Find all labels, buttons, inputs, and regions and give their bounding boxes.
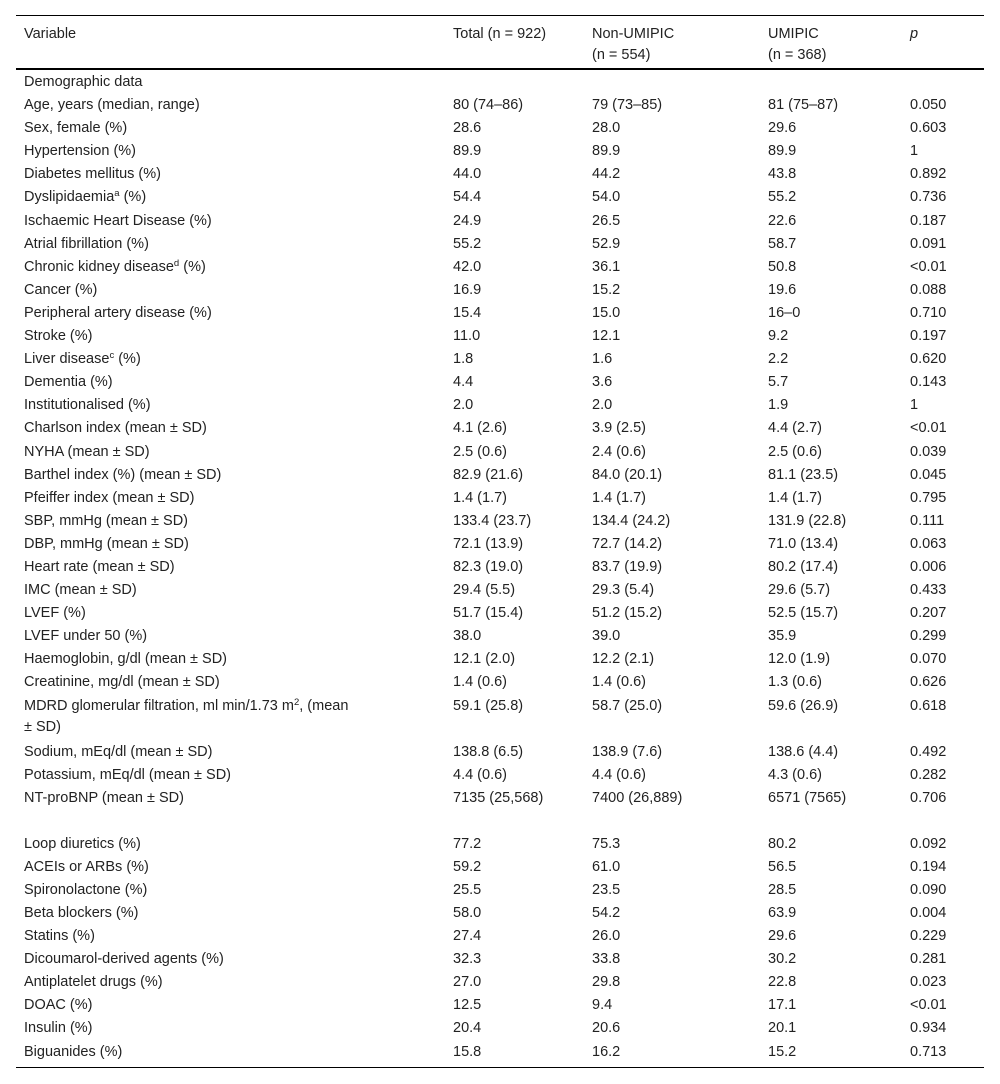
cell-total: 133.4 (23.7)	[453, 512, 532, 529]
table-header	[16, 16, 984, 70]
cell-total: 138.8 (6.5)	[453, 743, 524, 760]
cell-umipic: 17.1	[768, 997, 797, 1014]
table-body	[16, 93, 984, 1063]
footnote-marker: a	[114, 188, 120, 200]
cell-p-value: 0.194	[910, 858, 947, 875]
cell-umipic: 29.6	[768, 120, 797, 137]
cell-p-value: 0.492	[910, 743, 947, 760]
cell-variable: Sodium, mEq/dl (mean ± SD)	[24, 743, 213, 760]
cell-variable: Stroke (%)	[24, 328, 93, 345]
cell-variable: Diabetes mellitus (%)	[24, 166, 161, 183]
cell-total: 2.5 (0.6)	[453, 443, 507, 460]
cell-variable: Beta blockers (%)	[24, 905, 139, 921]
cell-p-value: 0.736	[910, 189, 947, 206]
cell-total: 1.8	[453, 351, 474, 368]
cell-umipic: 22.8	[768, 974, 797, 991]
cell-umipic: 131.9 (22.8)	[768, 512, 847, 529]
cell-umipic: 80.2	[768, 835, 797, 852]
table-row	[16, 647, 984, 670]
cell-total: 72.1 (13.9)	[453, 535, 524, 552]
table-row	[16, 786, 984, 832]
cell-non-umipic: 61.0	[592, 858, 621, 875]
cell-non-umipic: 2.4 (0.6)	[592, 443, 646, 460]
cell-variable: Barthel index (%) (mean ± SD)	[24, 466, 222, 483]
footnote-marker: 2	[293, 696, 300, 708]
cell-non-umipic: 26.5	[592, 212, 621, 229]
cell-p-value: 0.045	[910, 466, 947, 483]
cell-total: 4.4	[453, 374, 474, 391]
cell-non-umipic: 33.8	[592, 951, 621, 968]
cell-non-umipic: 51.2 (15.2)	[592, 605, 663, 622]
table-row	[16, 993, 984, 1016]
cell-p-value: 0.282	[910, 766, 947, 783]
cell-non-umipic: 39.0	[592, 628, 621, 645]
cell-variable: ACEIs or ARBs (%)	[24, 858, 149, 875]
cell-variable: Pfeiffer index (mean ± SD)	[24, 489, 195, 506]
cell-p-value: 0.281	[910, 951, 947, 968]
cell-non-umipic: 28.0	[592, 120, 621, 137]
table-row	[16, 162, 984, 185]
cell-variable: Dyslipidaemia$^a$ (%)	[24, 188, 147, 206]
cell-total: 20.4	[453, 1020, 482, 1037]
cell-umipic: 50.8	[768, 258, 797, 275]
cell-non-umipic: 44.2	[592, 166, 621, 183]
cell-p-value: 0.795	[910, 489, 947, 506]
footnote-marker: d	[173, 257, 180, 269]
cell-umipic: 1.9	[768, 397, 789, 414]
table-row	[16, 509, 984, 532]
cell-total: 59.1 (25.8)	[453, 697, 524, 714]
cell-total: 51.7 (15.4)	[453, 605, 524, 622]
cell-non-umipic: 79 (73–85)	[592, 97, 663, 114]
cell-p-value: 0.626	[910, 674, 947, 691]
cell-total: 4.1 (2.6)	[453, 420, 507, 437]
cell-non-umipic: 12.2 (2.1)	[592, 651, 655, 668]
section-title: Demographic data	[24, 74, 143, 90]
cell-non-umipic: 3.9 (2.5)	[592, 420, 646, 437]
cell-variable: IMC (mean ± SD)	[24, 582, 137, 599]
cell-p-value: 0.088	[910, 281, 947, 298]
cell-variable: Peripheral artery disease (%)	[24, 304, 212, 321]
cell-total: 29.4 (5.5)	[453, 582, 516, 599]
cell-non-umipic: 1.4 (1.7)	[592, 489, 646, 506]
cell-variable: Liver disease$^c$ (%)	[24, 350, 141, 368]
cell-total: 59.2	[453, 858, 482, 875]
cell-total: 58.0	[453, 905, 482, 921]
cell-total: 4.4 (0.6)	[453, 766, 507, 783]
cell-variable: NT-proBNP (mean ± SD)	[24, 789, 184, 806]
cell-variable: Hypertension (%)	[24, 143, 137, 160]
cell-total: 80 (74–86)	[453, 97, 524, 114]
cell-total: 15.8	[453, 1043, 482, 1060]
cell-umipic: 81.1 (23.5)	[768, 466, 839, 483]
cell-p-value: 0.111	[910, 512, 945, 529]
cell-non-umipic: 54.2	[592, 905, 621, 921]
cell-non-umipic: 15.0	[592, 304, 621, 321]
cell-variable: Institutionalised (%)	[24, 397, 151, 414]
cell-p-value: 0.713	[910, 1043, 947, 1060]
cell-umipic: 20.1	[768, 1020, 797, 1037]
cell-non-umipic: 72.7 (14.2)	[592, 535, 663, 552]
cell-non-umipic: 84.0 (20.1)	[592, 466, 663, 483]
cell-total: 15.4	[453, 304, 482, 321]
cell-non-umipic: 1.4 (0.6)	[592, 674, 646, 691]
cell-non-umipic: 54.0	[592, 189, 621, 206]
cell-non-umipic: 1.6	[592, 351, 613, 368]
cell-total: 54.4	[453, 189, 482, 206]
cell-variable: Sex, female (%)	[24, 120, 128, 137]
cell-non-umipic: 36.1	[592, 258, 621, 275]
table-row	[16, 93, 984, 116]
table-row	[16, 416, 984, 439]
cell-total: 1.4 (0.6)	[453, 674, 507, 691]
cell-p-value: 0.197	[910, 328, 947, 345]
cell-umipic: 43.8	[768, 166, 797, 183]
cell-total: 38.0	[453, 628, 482, 645]
table-row	[16, 486, 984, 509]
cell-umipic: 4.4 (2.7)	[768, 420, 822, 437]
table-row	[16, 832, 984, 855]
cell-p-value: 0.618	[910, 697, 947, 714]
table-row	[16, 555, 984, 578]
cell-variable: Heart rate (mean ± SD)	[24, 558, 175, 575]
cell-non-umipic: 15.2	[592, 281, 621, 298]
table-row	[16, 601, 984, 624]
cell-umipic: 56.5	[768, 858, 797, 875]
table-row	[16, 855, 984, 878]
cell-total: 27.0	[453, 974, 482, 991]
cell-total: 24.9	[453, 212, 482, 229]
cell-p-value: 0.603	[910, 120, 947, 137]
cell-umipic: 15.2	[768, 1043, 797, 1060]
cell-p-value: 0.620	[910, 351, 947, 368]
cell-variable: LVEF under 50 (%)	[24, 628, 148, 645]
table-row	[16, 232, 984, 255]
header-p-value: p	[910, 26, 919, 42]
cell-variable: Age, years (median, range)	[24, 97, 200, 114]
cell-p-value: 0.063	[910, 535, 947, 552]
cell-variable: Haemoglobin, g/dl (mean ± SD)	[24, 651, 227, 668]
cell-variable: Insulin (%)	[24, 1020, 93, 1037]
cell-total: 28.6	[453, 120, 482, 137]
cell-non-umipic: 52.9	[592, 235, 621, 252]
cell-umipic: 52.5 (15.7)	[768, 605, 839, 622]
cell-total: 25.5	[453, 881, 482, 898]
cell-variable: Dementia (%)	[24, 374, 113, 391]
cell-p-value: 0.207	[910, 605, 947, 622]
cell-umipic: 29.6 (5.7)	[768, 582, 831, 599]
cell-variable: Ischaemic Heart Disease (%)	[24, 212, 212, 229]
cell-umipic: 89.9	[768, 143, 797, 160]
cell-total: 11.0	[453, 328, 481, 345]
cell-p-value: 0.070	[910, 651, 947, 668]
cell-total: 12.5	[453, 997, 482, 1014]
cell-variable: Antiplatelet drugs (%)	[24, 974, 163, 991]
table-row	[16, 1016, 984, 1039]
footnote-marker: c	[109, 350, 115, 362]
cell-variable: Creatinine, mg/dl (mean ± SD)	[24, 674, 220, 691]
cell-umipic: 138.6 (4.4)	[768, 743, 839, 760]
cell-variable: Atrial fibrillation (%)	[24, 235, 149, 252]
cell-variable: Cancer (%)	[24, 281, 98, 298]
cell-variable: Dicoumarol-derived agents (%)	[24, 951, 224, 968]
table-row	[16, 185, 984, 208]
table-row	[16, 970, 984, 993]
table-row	[16, 624, 984, 647]
cell-umipic: 55.2	[768, 189, 797, 206]
cell-p-value: 0.710	[910, 304, 947, 321]
table-row	[16, 255, 984, 278]
table-row	[16, 324, 984, 347]
table-row	[16, 139, 984, 162]
cell-umipic: 71.0 (13.4)	[768, 535, 839, 552]
cell-variable: Biguanides (%)	[24, 1043, 123, 1060]
cell-umipic: 19.6	[768, 281, 797, 298]
cell-variable: Loop diuretics (%)	[24, 835, 141, 852]
cell-umipic: 6571 (7565)	[768, 789, 847, 806]
cell-umipic: 22.6	[768, 212, 797, 229]
cell-p-value: 1	[910, 397, 919, 414]
cell-p-value: 0.092	[910, 835, 947, 852]
cell-total: 2.0	[453, 397, 474, 414]
header-umipic: UMIPIC (n = 368)	[768, 26, 827, 63]
cell-non-umipic: 7400 (26,889)	[592, 789, 683, 806]
cell-p-value: 0.050	[910, 97, 947, 114]
cell-umipic: 28.5	[768, 881, 797, 898]
table-row	[16, 393, 984, 416]
cell-non-umipic: 29.8	[592, 974, 621, 991]
cell-p-value: 0.892	[910, 166, 947, 183]
cell-non-umipic: 83.7 (19.9)	[592, 558, 663, 575]
cell-variable: DBP, mmHg (mean ± SD)	[24, 535, 189, 552]
table-row	[16, 116, 984, 139]
bottom-rule	[16, 1063, 984, 1068]
cell-non-umipic: 29.3 (5.4)	[592, 582, 655, 599]
table-row	[16, 440, 984, 463]
table-row	[16, 278, 984, 301]
cell-non-umipic: 89.9	[592, 143, 621, 160]
cell-variable: Spironolactone (%)	[24, 881, 148, 898]
cell-non-umipic: 3.6	[592, 374, 613, 391]
cell-non-umipic: 58.7 (25.0)	[592, 697, 663, 714]
cell-non-umipic: 4.4 (0.6)	[592, 766, 646, 783]
cell-non-umipic: 16.2	[592, 1043, 621, 1060]
cell-total: 32.3	[453, 951, 482, 968]
cell-umipic: 5.7	[768, 374, 789, 391]
cell-variable: MDRD glomerular filtration, ml min/1.73 $m^2$, (mean ± SD)	[24, 696, 349, 735]
table-row	[16, 1040, 984, 1063]
cell-total: 1.4 (1.7)	[453, 489, 507, 506]
cell-p-value: 0.187	[910, 212, 947, 229]
table-row	[16, 924, 984, 947]
cell-umipic: 81 (75–87)	[768, 97, 839, 114]
cell-p-value: <0.01	[910, 420, 947, 437]
cell-umipic: 29.6	[768, 928, 797, 945]
table-row	[16, 370, 984, 393]
cell-total: 82.9 (21.6)	[453, 466, 524, 483]
cell-variable: NYHA (mean ± SD)	[24, 443, 150, 460]
cell-variable: DOAC (%)	[24, 997, 93, 1014]
cell-total: 12.1 (2.0)	[453, 651, 516, 668]
cell-umipic: 2.2	[768, 351, 789, 368]
cell-p-value: <0.01	[910, 997, 947, 1014]
header-non-umipic: Non-UMIPIC (n = 554)	[592, 26, 675, 63]
cell-umipic: 63.9	[768, 905, 797, 921]
cell-p-value: 0.023	[910, 974, 947, 991]
cell-umipic: 4.3 (0.6)	[768, 766, 822, 783]
cell-total: 89.9	[453, 143, 482, 160]
table-row	[16, 670, 984, 693]
table-row	[16, 347, 984, 370]
cell-total: 42.0	[453, 258, 482, 275]
cell-umipic: 59.6 (26.9)	[768, 697, 839, 714]
table-row	[16, 463, 984, 486]
table-row	[16, 578, 984, 601]
cell-total: 82.3 (19.0)	[453, 558, 524, 575]
cell-non-umipic: 9.4	[592, 997, 613, 1014]
cell-umipic: 9.2	[768, 328, 789, 345]
cell-p-value: 1	[910, 143, 919, 160]
cell-p-value: 0.091	[910, 235, 947, 252]
cell-non-umipic: 12.1	[592, 328, 621, 345]
cell-non-umipic: 20.6	[592, 1020, 621, 1037]
cell-umipic: 16–0	[768, 304, 801, 321]
cell-non-umipic: 23.5	[592, 881, 621, 898]
table-row	[16, 209, 984, 232]
table-row	[16, 763, 984, 786]
table-row	[16, 301, 984, 324]
data-table	[16, 15, 984, 1068]
table-row	[16, 532, 984, 555]
cell-non-umipic: 26.0	[592, 928, 621, 945]
cell-variable: Chronic kidney disease$^d$ (%)	[24, 257, 206, 275]
header-variable: Variable	[24, 26, 77, 42]
cell-non-umipic: 138.9 (7.6)	[592, 743, 663, 760]
cell-umipic: 58.7	[768, 235, 797, 252]
cell-total: 16.9	[453, 281, 482, 298]
header-total: Total (n = 922)	[453, 26, 547, 42]
cell-p-value: 0.090	[910, 881, 947, 898]
table-row	[16, 901, 984, 924]
cell-p-value: <0.01	[910, 258, 947, 275]
table-row	[16, 740, 984, 763]
cell-variable: Statins (%)	[24, 928, 95, 945]
cell-variable: Potassium, mEq/dl (mean ± SD)	[24, 766, 231, 783]
table-row	[16, 947, 984, 970]
cell-umipic: 35.9	[768, 628, 797, 645]
cell-variable: SBP, mmHg (mean ± SD)	[24, 512, 189, 529]
cell-umipic: 1.3 (0.6)	[768, 674, 822, 691]
table-row	[16, 694, 984, 740]
cell-p-value: 0.143	[910, 374, 947, 391]
cell-non-umipic: 2.0	[592, 397, 613, 414]
cell-variable: LVEF (%)	[24, 605, 86, 622]
cell-total: 55.2	[453, 235, 482, 252]
cell-p-value: 0.229	[910, 928, 947, 945]
cell-total: 44.0	[453, 166, 482, 183]
cell-umipic: 80.2 (17.4)	[768, 558, 839, 575]
cell-p-value: 0.299	[910, 628, 947, 645]
cell-variable: Charlson index (mean ± SD)	[24, 420, 207, 437]
cell-non-umipic: 134.4 (24.2)	[592, 512, 671, 529]
cell-p-value: 0.433	[910, 582, 947, 599]
cell-p-value: 0.934	[910, 1020, 947, 1037]
cell-total: 27.4	[453, 928, 482, 945]
cell-total: 7135 (25,568)	[453, 789, 544, 806]
cell-umipic: 12.0 (1.9)	[768, 651, 831, 668]
cell-umipic: 30.2	[768, 951, 797, 968]
section-row	[16, 70, 984, 93]
cell-p-value: 0.004	[910, 905, 947, 921]
cell-total: 77.2	[453, 835, 482, 852]
cell-p-value: 0.706	[910, 789, 947, 806]
cell-p-value: 0.006	[910, 558, 947, 575]
cell-non-umipic: 75.3	[592, 835, 621, 852]
table-row	[16, 878, 984, 901]
cell-p-value: 0.039	[910, 443, 947, 460]
cell-umipic: 1.4 (1.7)	[768, 489, 822, 506]
cell-umipic: 2.5 (0.6)	[768, 443, 822, 460]
